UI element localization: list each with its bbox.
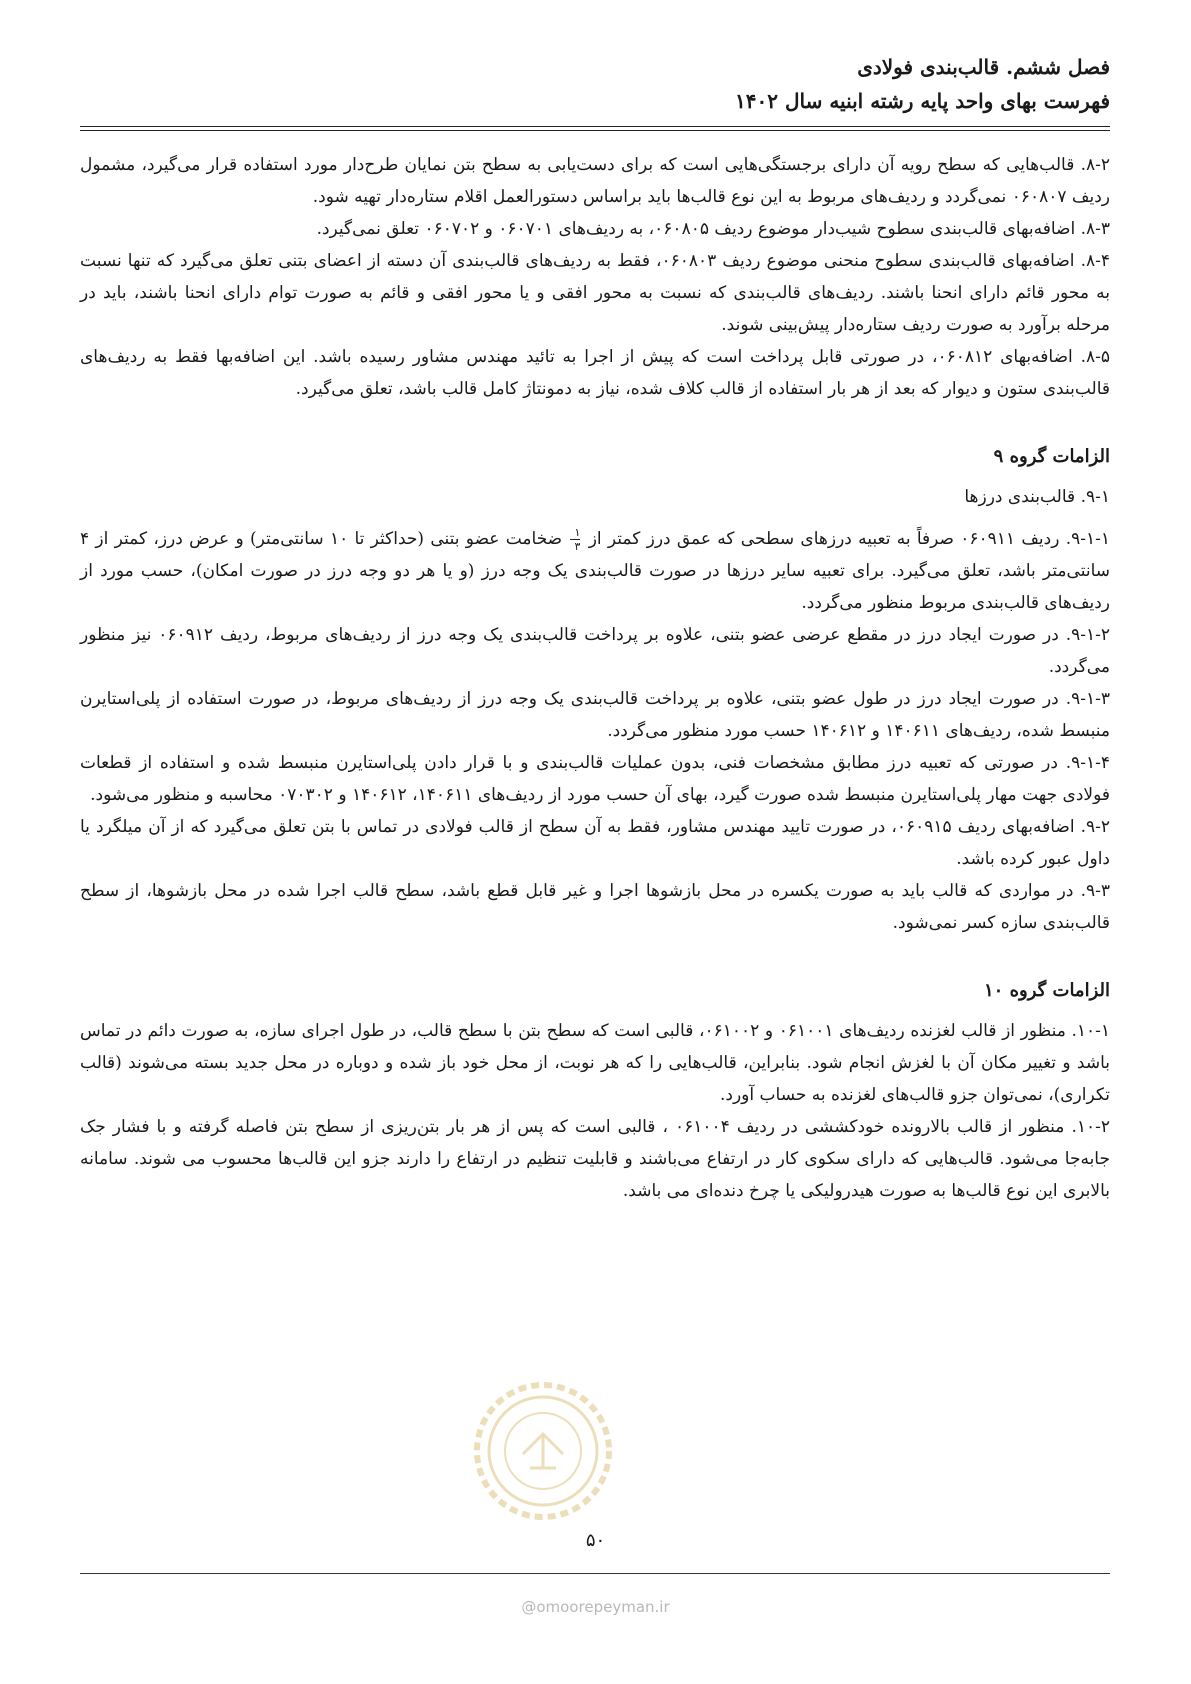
paragraph-9-1-1-part-b: ضخامت عضو بتنی (حداکثر تا ۱۰ سانتی‌متر) و عرض درز، کمتر از ۴ سانتی‌متر باشد، تعلق می‌گیرد. برای تعبیه سایر درزها در صورت قالب‌بندی یک وجه درز (و یا هر دو وجه درز در صورت امکان)، حسب مورد از ردیف‌های قالب‌بندی مربوط منظور می‌گردد. [80,529,1110,613]
paragraph-8-5: ۸-۵. اضافه‌بهای ۰۶۰۸۱۲، در صورتی قابل پرداخت است که پیش از اجرا به تائید مهندس مشاور رسیده باشد. این اضافه‌بها فقط به ردیف‌های قالب‌بندی ستون و دیوار که بعد از هر بار استفاده از قالب کلاف شده، نیاز به دمونتاژ کامل قالب باشد، تعلق می‌گیرد. [80,347,1110,399]
footer-website-link[interactable]: @omoorepeyman.ir [521,1598,670,1616]
fraction-denominator: ۳ [574,540,581,553]
paragraph-9-1-3: ۹-۱-۳. در صورت ایجاد درز در طول عضو بتنی، علاوه بر پرداخت قالب‌بندی یک وجه درز از ردیف‌های مربوط، در صورت استفاده از پلی‌استایرن منبسط شده، ردیف‌های ۱۴۰۶۱۱ و ۱۴۰۶۱۲ حسب مورد منظور می‌گردد. [80,689,1110,741]
chapter-title: فصل ششم. قالب‌بندی فولادی [857,55,1110,79]
paragraph-9-1-4: ۹-۱-۴. در صورتی که تعبیه درز مطابق مشخصات فنی، بدون عملیات قالب‌بندی و با قرار دادن پلی‌استایرن منبسط شده و استفاده از قطعات فولادی جهت مهار پلی‌استایرن منبسط شده صورت گیرد، بهای آن حسب مورد از ردیف‌های ۱۴۰۶۱۱، ۱۴۰۶۱۲ و ۰۷۰۳۰۲ محاسبه و منظور می‌شود. [80,753,1110,805]
paragraph-9-3: ۹-۳. در مواردی که قالب باید به صورت یکسره در محل بازشوها اجرا و غیر قابل قطع باشد، سطح قالب اجرا شده در محل بازشوها، از سطح قالب‌بندی سازه کسر نمی‌شود. [80,881,1110,933]
document-title: فهرست بهای واحد پایه رشته ابنیه سال ۱۴۰۲ [735,89,1110,113]
paragraph-8-3: ۸-۳. اضافه‌بهای قالب‌بندی سطوح شیب‌دار موضوع ردیف ۰۶۰۸۰۵، به ردیف‌های ۰۶۰۷۰۱ و ۰۶۰۷۰۲ تعلق نمی‌گیرد. [316,219,1110,239]
fraction-numerator: ۱ [574,526,581,539]
page-header [80,50,1110,131]
document-body [80,149,1110,1207]
paragraph-10-1: ۱۰-۱. منظور از قالب لغزنده ردیف‌های ۰۶۱۰۰۱ و ۰۶۱۰۰۲، قالبی است که سطح بتن با سطح قالب، در طول اجرای سازه، به صورت دائم در تماس باشد و تغییر مکان آن با لغزش انجام شود. بنابراین، قالب‌هایی را که هر نوبت، از محل خود باز شده و دوباره در محل جدید بسته می‌شوند (قالب تکراری)، نمی‌توان جزو قالب‌های لغزنده به حساب آورد. [80,1021,1110,1105]
group-10-heading: الزامات گروه ۱۰ [984,980,1110,1001]
paragraph-9-1-2: ۹-۱-۲. در صورت ایجاد درز در مقطع عرضی عضو بتنی، علاوه بر پرداخت قالب‌بندی یک وجه درز از ردیف‌های مربوط، ردیف ۰۶۰۹۱۲ نیز منظور می‌گردد. [80,625,1110,677]
paragraph-8-4: ۸-۴. اضافه‌بهای قالب‌بندی سطوح منحنی موضوع ردیف ۰۶۰۸۰۳، فقط به ردیف‌های قالب‌بندی آن دسته از اعضای بتنی تعلق می‌گیرد که تنها نسبت به محور قائم دارای انحنا باشند. ردیف‌های قالب‌بندی که نسبت به محور افقی و یا محور افقی و قائم به صورت توام دارای انحنا باشند، باید در مرحله برآورد به صورت ردیف ستاره‌دار پیش‌بینی شوند. [80,251,1110,335]
one-third-fraction [570,527,580,552]
group-9-heading: الزامات گروه ۹ [993,446,1110,467]
header-divider [80,126,1110,127]
page-number: ۵۰ [585,1530,606,1551]
gear-seal-logo-icon [468,1376,618,1526]
document-page [80,50,1110,1207]
paragraph-8-2: ۸-۲. قالب‌هایی که سطح رویه آن دارای برجستگی‌هایی است که برای دست‌یابی به سطح بتن نمایان طرح‌دار مورد استفاده قرار می‌گیرد، مشمول ردیف ۰۶۰۸۰۷ نمی‌گردد و ردیف‌های مربوط به این نوع قالب‌ها باید براساس دستورالعمل اقلام ستاره‌دار تهیه شود. [80,155,1110,207]
footer-divider [80,1573,1110,1574]
paragraph-9-2: ۹-۲. اضافه‌بهای ردیف ۰۶۰۹۱۵، در صورت تایید مهندس مشاور، فقط به آن سطح از قالب فولادی در تماس با بتن تعلق می‌گیرد که از آن میلگرد یا داول عبور کرده باشد. [80,817,1111,869]
subheading-9-1: ۹-۱. قالب‌بندی درزها [964,487,1110,507]
paragraph-10-2: ۱۰-۲. منظور از قالب بالارونده خودکششی در ردیف ۰۶۱۰۰۴ ، قالبی است که پس از هر بار بتن‌ریزی از سطح بتن فاصله گرفته و با فشار جک جابه‌جا می‌شود. قالب‌هایی که دارای سکوی کار در ارتفاع می‌باشند و قابلیت تنظیم در ارتفاع را دارند جزو این قالب‌ها محسوب می شوند. سامانه بالابری این نوع قالب‌ها به صورت هیدرولیکی یا چرخ دنده‌ای می باشد. [80,1117,1110,1201]
paragraph-9-1-1-part-a: ۹-۱-۱. ردیف ۰۶۰۹۱۱ صرفاً به تعبیه درزهای سطحی که عمق درز کمتر از [588,529,1111,549]
paragraph-9-1-1 [80,523,1110,619]
header-divider-second [80,130,1110,131]
